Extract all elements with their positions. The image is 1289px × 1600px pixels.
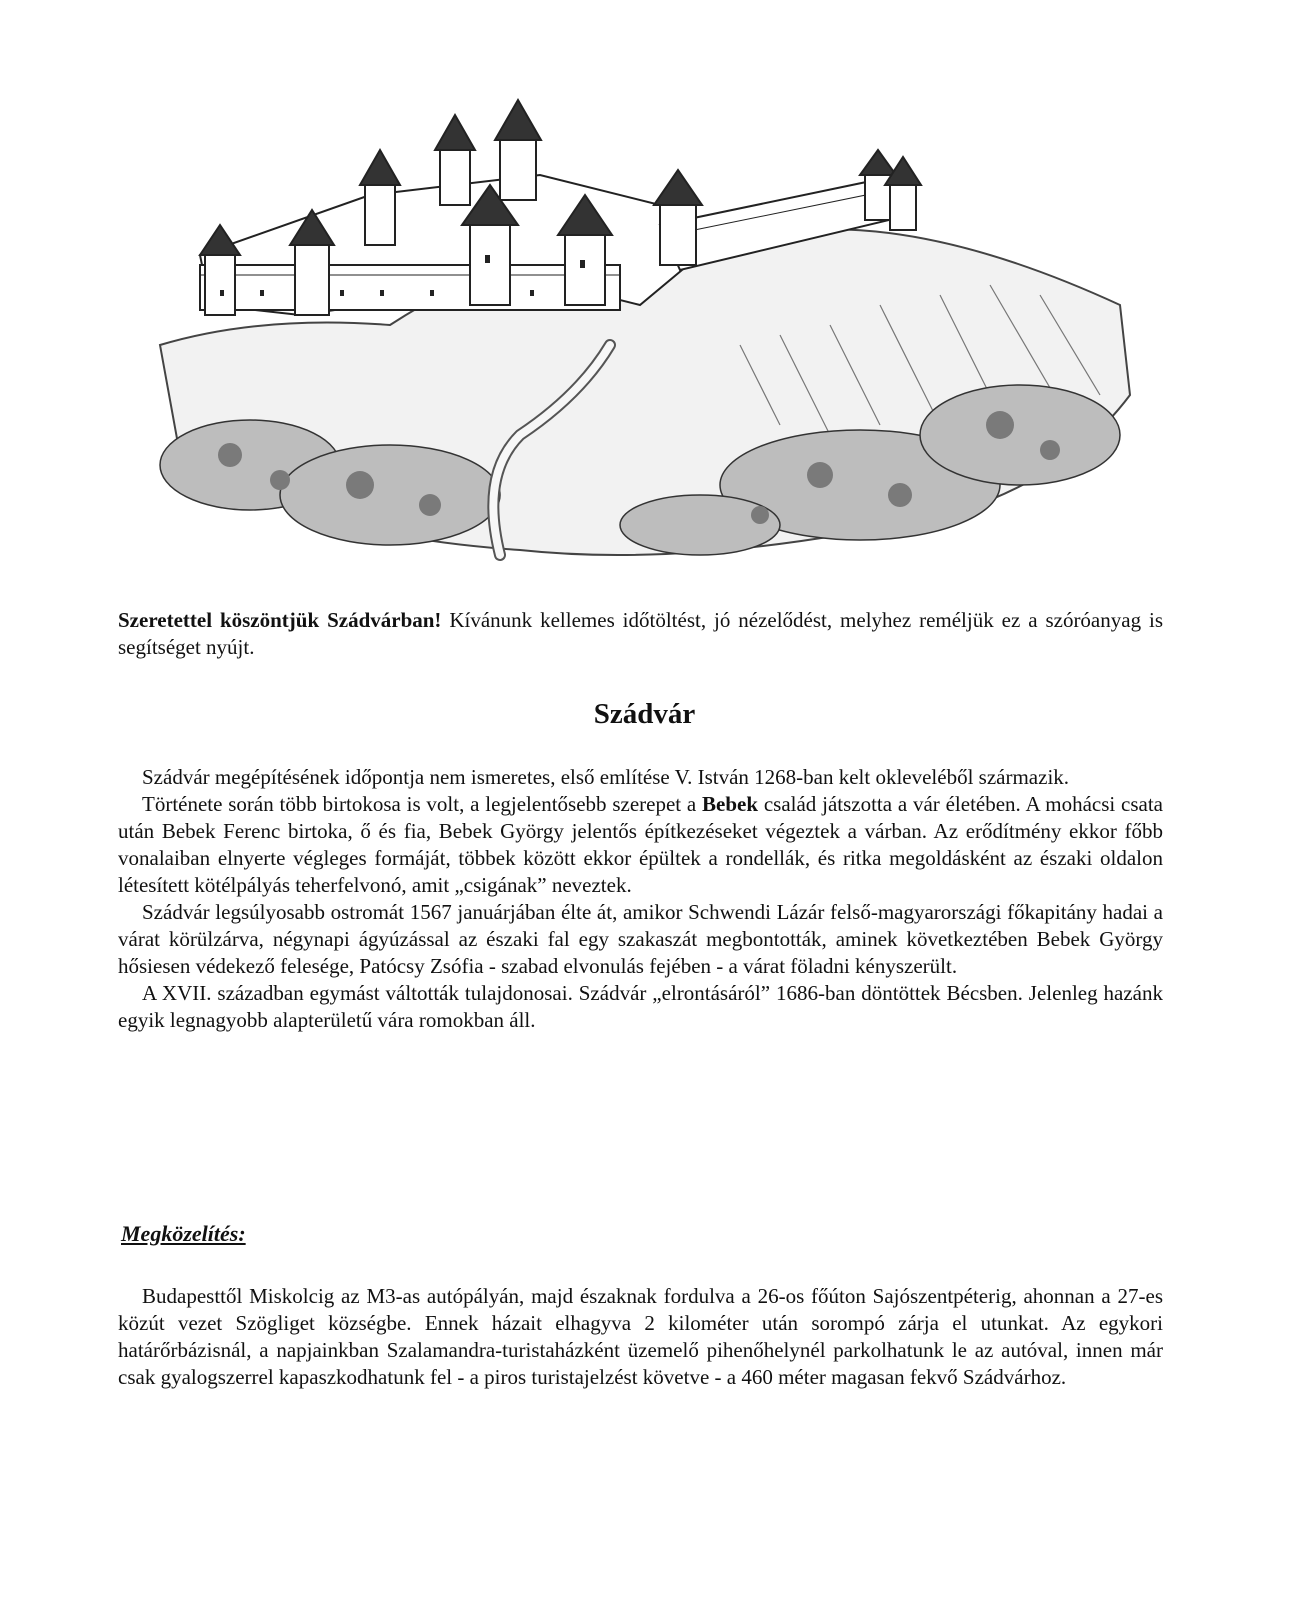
history-p2-after: család játszotta a vár életében. A mohácsi csata után Bebek Ferenc birtoka, ő és fia, Bebek György jelentős építkezéseket végeztek a várban. Az erődítmény ekkor főbb vonalaiban elnyerte végleges formáját, többek között ekkor épültek a rondellák, és ritka megoldásként az északi oldalon létesített kötélpályás teherfelvonó, amit „csigának” neveztek. (118, 792, 1163, 897)
intro-paragraph (118, 607, 1163, 661)
approach-section (118, 1283, 1163, 1391)
history-paragraph-3: Szádvár legsúlyosabb ostromát 1567 januárjában élte át, amikor Schwendi Lázár felső-magyarországi főkapitány hadai a várat körülzárva, négynapi ágyúzással az északi fal egy szakaszát megbontották, aminek következtében Bebek György hősiesen védekező felesége, Patócsy Zsófia - szabad elvonulás fejében - a várat föladni kényszerült. (118, 900, 1163, 978)
history-paragraph-2 (118, 791, 1163, 899)
history-p2-bold: Bebek (702, 792, 759, 816)
intro-text: Kívánunk kellemes időtöltést, jó nézelődést, melyhez reméljük ez a szóróanyag is segítséget nyújt. (118, 608, 1164, 659)
intro-greeting: Szeretettel köszöntjük Szádvárban! (118, 608, 442, 632)
castle-illustration (140, 95, 1140, 565)
history-paragraph-1: Szádvár megépítésének időpontja nem ismeretes, első említése V. István 1268-ban kelt okleveléből származik. (142, 765, 1070, 789)
history-paragraph-4: A XVII. században egymást váltották tulajdonosai. Szádvár „elrontásáról” 1686-ban döntöttek Bécsben. Jelenleg hazánk egyik legnagyobb alapterületű vára romokban áll. (118, 981, 1163, 1032)
approach-paragraph: Budapesttől Miskolcig az M3-as autópályán, majd északnak fordulva a 26-os főúton Sajószentpéterig, ahonnan a 27-es közút vezet Szögliget községbe. Ennek házait elhagyva 2 kilométer után sorompó zárja el utunkat. Az egykori határőrbázisnál, a napjainkban Szalamandra-turistaházként üzemelő pihenőhelynél parkolhatunk le az autóval, innen már csak gyalogszerrel kapaszkodhatunk fel - a piros turistajelzést követve - a 460 méter magasan fekvő Szádvárhoz. (118, 1284, 1163, 1389)
history-p2-before: Története során több birtokosa is volt, a legjelentősebb szerepet a (142, 792, 703, 816)
history-section (118, 764, 1163, 1034)
page-title: Szádvár (593, 698, 696, 730)
approach-heading: Megközelítés: (121, 1221, 246, 1246)
